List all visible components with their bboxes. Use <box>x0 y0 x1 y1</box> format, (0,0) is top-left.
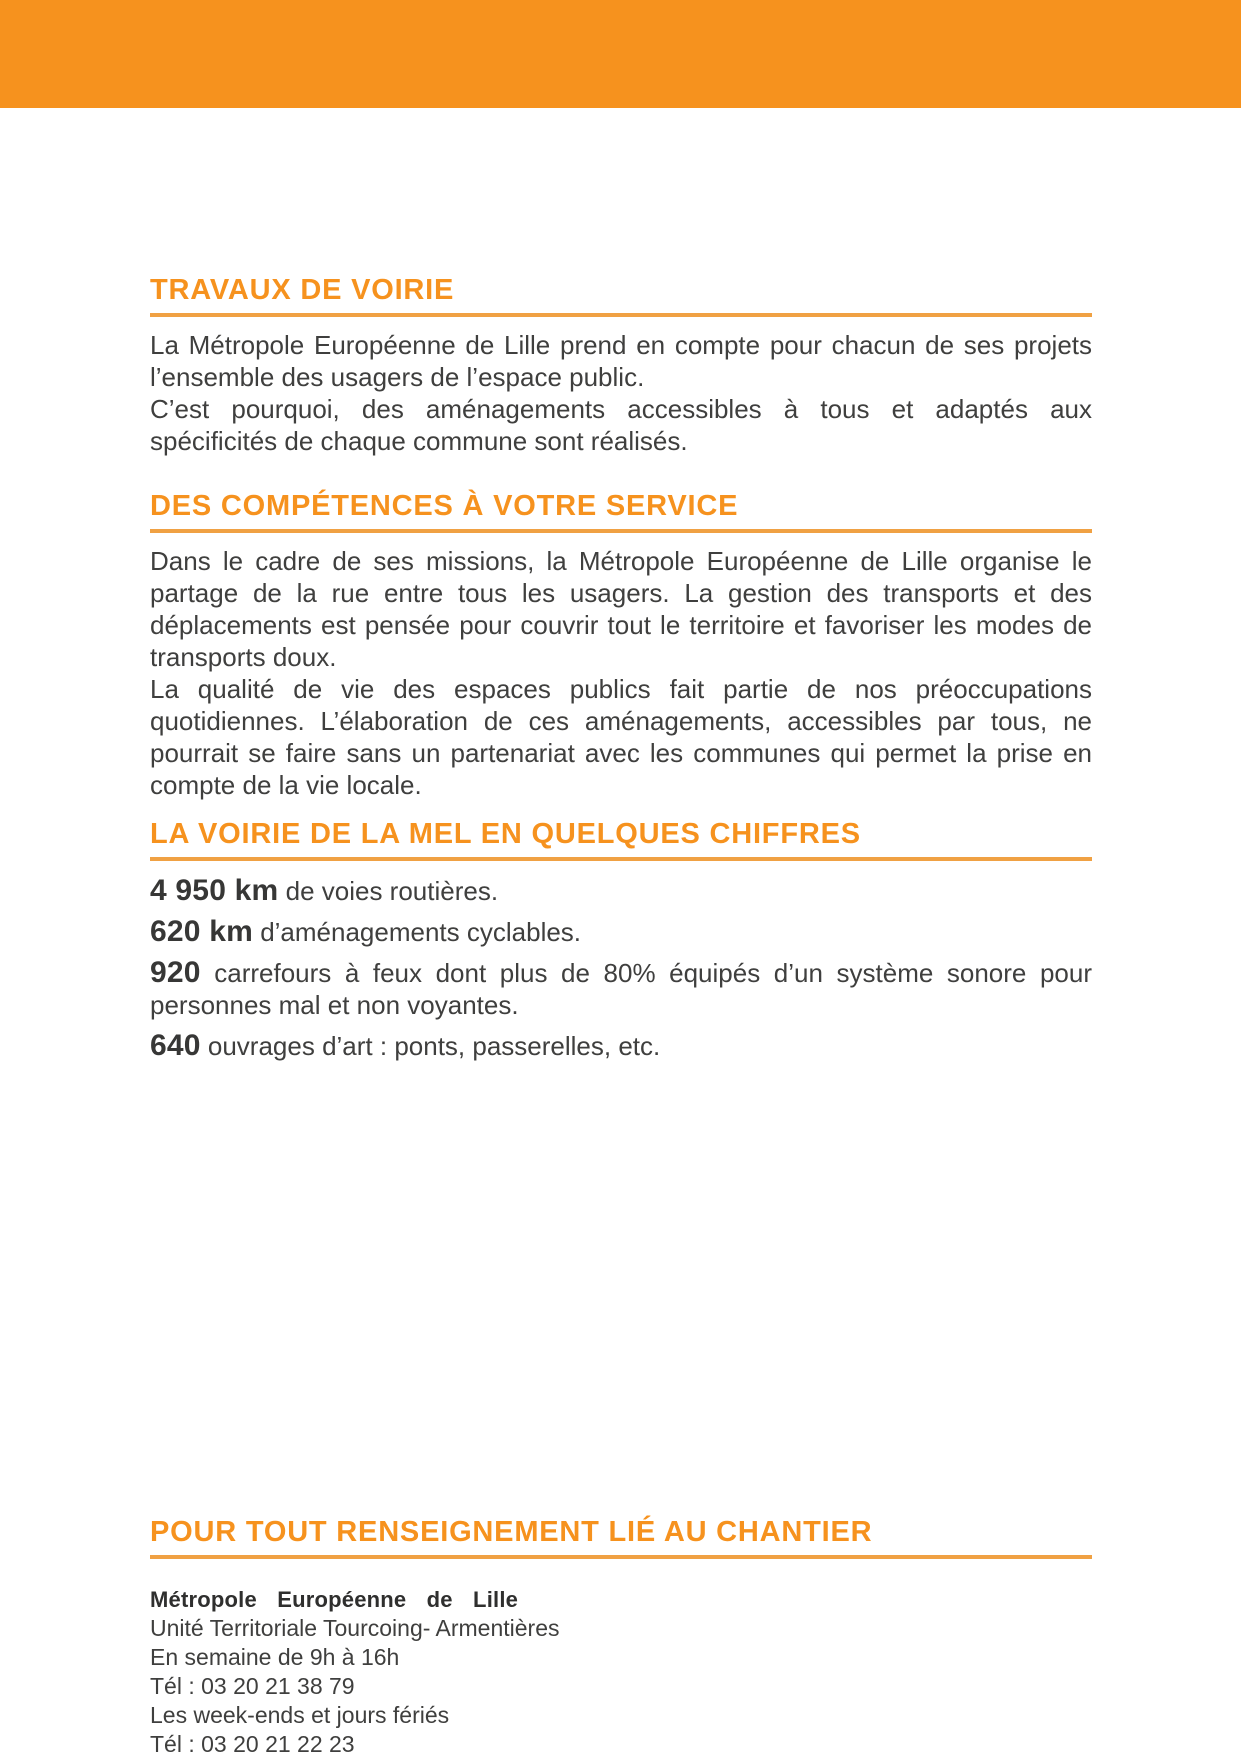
chiffres-list <box>150 875 1092 1062</box>
competences-paragraph-2: La qualité de vie des espaces publics fait partie de nos préoccupations quotidiennes. L’élaboration de ces aménagements, accessibles par tous, ne pourrait se faire sans un partenariat avec les communes qui permet la prise en compte de la vie locale. <box>150 674 1092 800</box>
section-heading-travaux: TRAVAUX DE VOIRIE <box>150 275 1092 317</box>
contact-weekend-label: Les week-ends et jours fériés <box>150 1702 450 1728</box>
chiffre-value-amenagements-cyclables: 620 km <box>150 915 253 948</box>
travaux-paragraph-1: La Métropole Européenne de Lille prend en compte pour chacun de ses projets l’ensemble des usagers de l’espace public. <box>150 330 1092 392</box>
contact-weekday-phone: Tél : 03 20 21 38 79 <box>150 1673 355 1699</box>
chiffre-text-ouvrages-art: ouvrages d’art : ponts, passerelles, etc. <box>207 1031 661 1061</box>
section-travaux-de-voirie <box>150 275 1092 457</box>
contact-weekday-hours: En semaine de 9h à 16h <box>150 1644 400 1670</box>
chiffre-row-amenagements-cyclables <box>150 916 1092 948</box>
chiffre-text-voies-routieres: de voies routières. <box>285 876 499 906</box>
contact-territorial-unit: Unité Territoriale Tourcoing- Armentières <box>150 1615 560 1641</box>
section-heading-chiffres: LA VOIRIE DE LA MEL EN QUELQUES CHIFFRES <box>150 819 1092 861</box>
chiffre-text-carrefours: carrefours à feux dont plus de 80% équipés d’un système sonore pour personnes mal et non voyantes. <box>150 958 1092 1020</box>
section-contact-chantier <box>150 1517 1092 1755</box>
contact-weekend-phone: Tél : 03 20 21 22 23 <box>150 1731 355 1755</box>
chiffre-value-carrefours: 920 <box>150 956 201 989</box>
chiffre-row-ouvrages-art <box>150 1030 1092 1062</box>
contact-organization: Métropole Européenne de Lille <box>150 1587 519 1612</box>
competences-paragraph-1: Dans le cadre de ses missions, la Métropole Européenne de Lille organise le partage de la rue entre tous les usagers. La gestion des transports et des déplacements est pensée pour couvrir tout le territoire et favoriser les modes de transports doux. <box>150 546 1092 672</box>
competences-body <box>150 545 1092 801</box>
chiffre-row-carrefours <box>150 957 1092 1021</box>
chiffre-value-voies-routieres: 4 950 km <box>150 874 279 907</box>
chiffre-row-voies-routieres <box>150 875 1092 907</box>
chiffre-value-ouvrages-art: 640 <box>150 1029 201 1062</box>
page-content <box>150 275 1092 1755</box>
travaux-body <box>150 329 1092 457</box>
contact-block <box>150 1585 1092 1755</box>
section-heading-contact: POUR TOUT RENSEIGNEMENT LIÉ AU CHANTIER <box>150 1517 1092 1559</box>
header-color-band <box>0 0 1241 108</box>
travaux-paragraph-2: C’est pourquoi, des aménagements accessibles à tous et adaptés aux spécificités de chaque commune sont réalisés. <box>150 394 1092 456</box>
section-heading-competences: DES COMPÉTENCES À VOTRE SERVICE <box>150 491 1092 533</box>
section-competences <box>150 491 1092 801</box>
chiffre-text-amenagements-cyclables: d’aménagements cyclables. <box>260 917 582 947</box>
section-chiffres <box>150 819 1092 1062</box>
